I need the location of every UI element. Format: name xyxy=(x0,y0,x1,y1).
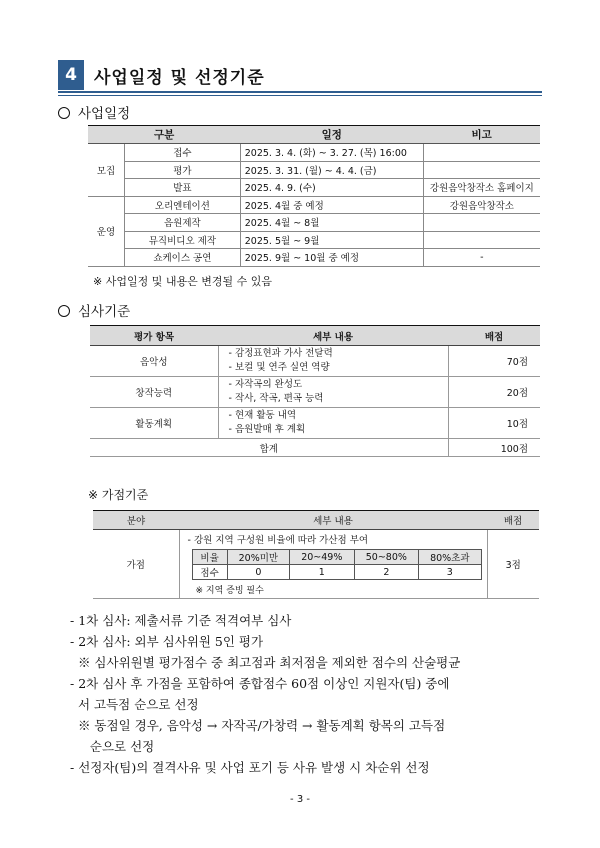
bonus-heading: ※ 가점기준 xyxy=(88,488,149,502)
ratio-cell: 50~80% xyxy=(354,550,419,565)
schedule-item: 오리엔테이션 xyxy=(125,196,241,214)
schedule-item: 음원제작 xyxy=(125,214,241,232)
schedule-item: 접수 xyxy=(125,144,241,162)
schedule-header-category: 구분 xyxy=(88,126,240,144)
schedule-date: 2025. 3. 4. (화) ~ 3. 27. (목) 16:00 xyxy=(240,144,423,162)
schedule-item: 뮤직비디오 제작 xyxy=(125,231,241,249)
process-line: 순으로 선정 xyxy=(70,739,155,754)
criteria-heading: 심사기준 xyxy=(58,300,130,320)
bonus-ratio-table xyxy=(192,549,482,580)
ratio-cell: 80%초과 xyxy=(419,550,481,565)
criteria-item: 창작능력 xyxy=(90,377,218,408)
bonus-header-score: 배점 xyxy=(487,511,539,530)
schedule-group-label: 운영 xyxy=(88,196,125,266)
points-cell: 0 xyxy=(227,565,289,580)
schedule-group-label: 모집 xyxy=(88,144,125,197)
points-cell: 3 xyxy=(419,565,481,580)
criteria-detail: - 감정표현과 가사 전달력 - 보컬 및 연주 실연 역량 xyxy=(218,346,448,377)
criteria-score: 10점 xyxy=(448,408,540,439)
bonus-table xyxy=(93,510,539,599)
schedule-note xyxy=(423,214,540,232)
process-line: - 1차 심사: 제출서류 기준 적격여부 심사 xyxy=(70,613,292,628)
schedule-note: 강원음악창작소 xyxy=(423,196,540,214)
schedule-header-date: 일정 xyxy=(240,126,423,144)
process-line: - 2차 심사: 외부 심사위원 5인 평가 xyxy=(70,634,264,649)
bonus-header-field: 분야 xyxy=(93,511,179,530)
process-line: - 선정자(팀)의 결격사유 및 사업 포기 등 사유 발생 시 차순위 선정 xyxy=(70,760,430,775)
ratio-cell: 20~49% xyxy=(290,550,355,565)
points-cell: 1 xyxy=(290,565,355,580)
criteria-detail: - 현재 활동 내역 - 음원발매 후 계획 xyxy=(218,408,448,439)
section-rule-thin xyxy=(58,95,542,96)
criteria-score: 20점 xyxy=(448,377,540,408)
schedule-note xyxy=(423,161,540,179)
schedule-note: - xyxy=(423,249,540,267)
page-number: - 3 - xyxy=(290,794,310,805)
criteria-table xyxy=(90,325,540,457)
process-line: ※ 동점일 경우, 음악성 → 자작곡/가창력 → 활동계획 항목의 고득점 xyxy=(70,718,446,733)
schedule-date: 2025. 5월 ~ 9월 xyxy=(240,231,423,249)
hollow-circle-icon xyxy=(58,305,70,317)
schedule-note: 강원음악창작소 홈페이지 xyxy=(423,179,540,197)
criteria-item: 음악성 xyxy=(90,346,218,377)
bonus-row-label: 가점 xyxy=(93,530,179,599)
criteria-item: 활동계획 xyxy=(90,408,218,439)
schedule-note xyxy=(423,144,540,162)
schedule-date: 2025. 3. 31. (월) ~ 4. 4. (금) xyxy=(240,161,423,179)
points-cell: 2 xyxy=(354,565,419,580)
bonus-proof-note: ※ 지역 증빙 필수 xyxy=(195,586,264,596)
schedule-date: 2025. 4월 ~ 8월 xyxy=(240,214,423,232)
criteria-total-score: 100점 xyxy=(448,439,540,457)
process-line: ※ 심사위원별 평가점수 중 최고점과 최저점을 제외한 점수의 산술평균 xyxy=(70,655,461,670)
process-line: - 2차 심사 후 가점을 포함하여 종합점수 60점 이상인 지원자(팀) 중에 xyxy=(70,676,450,691)
schedule-date: 2025. 4월 중 예정 xyxy=(240,196,423,214)
section-rule xyxy=(58,91,542,93)
criteria-score: 70점 xyxy=(448,346,540,377)
schedule-item: 쇼케이스 공연 xyxy=(125,249,241,267)
criteria-header-item: 평가 항목 xyxy=(90,326,218,346)
ratio-cell: 20%미만 xyxy=(227,550,289,565)
section-title: 사업일정 및 선정기준 xyxy=(94,68,265,88)
ratio-label: 비율 xyxy=(192,550,227,565)
schedule-table xyxy=(88,125,540,267)
criteria-detail: - 자작곡의 완성도 - 작사, 작곡, 편곡 능력 xyxy=(218,377,448,408)
schedule-date: 2025. 9월 ~ 10월 중 예정 xyxy=(240,249,423,267)
schedule-item: 평가 xyxy=(125,161,241,179)
schedule-note xyxy=(423,231,540,249)
schedule-footnote: ※ 사업일정 및 내용은 변경될 수 있음 xyxy=(93,275,272,288)
criteria-total-label: 합계 xyxy=(90,439,448,457)
bonus-score: 3점 xyxy=(487,530,539,599)
points-label: 점수 xyxy=(192,565,227,580)
schedule-item: 발표 xyxy=(125,179,241,197)
bonus-detail-cell xyxy=(179,530,487,599)
schedule-header-note: 비고 xyxy=(423,126,540,144)
schedule-heading: 사업일정 xyxy=(58,102,130,122)
bonus-header-detail: 세부 내용 xyxy=(179,511,487,530)
process-line: 서 고득점 순으로 선정 xyxy=(70,697,199,712)
criteria-header-score: 배점 xyxy=(448,326,540,346)
bonus-description: - 강원 지역 구성원 비율에 따라 가산점 부여 xyxy=(187,535,369,546)
schedule-date: 2025. 4. 9. (수) xyxy=(240,179,423,197)
criteria-header-detail: 세부 내용 xyxy=(218,326,448,346)
hollow-circle-icon xyxy=(58,107,70,119)
section-number: 4 xyxy=(58,60,84,90)
